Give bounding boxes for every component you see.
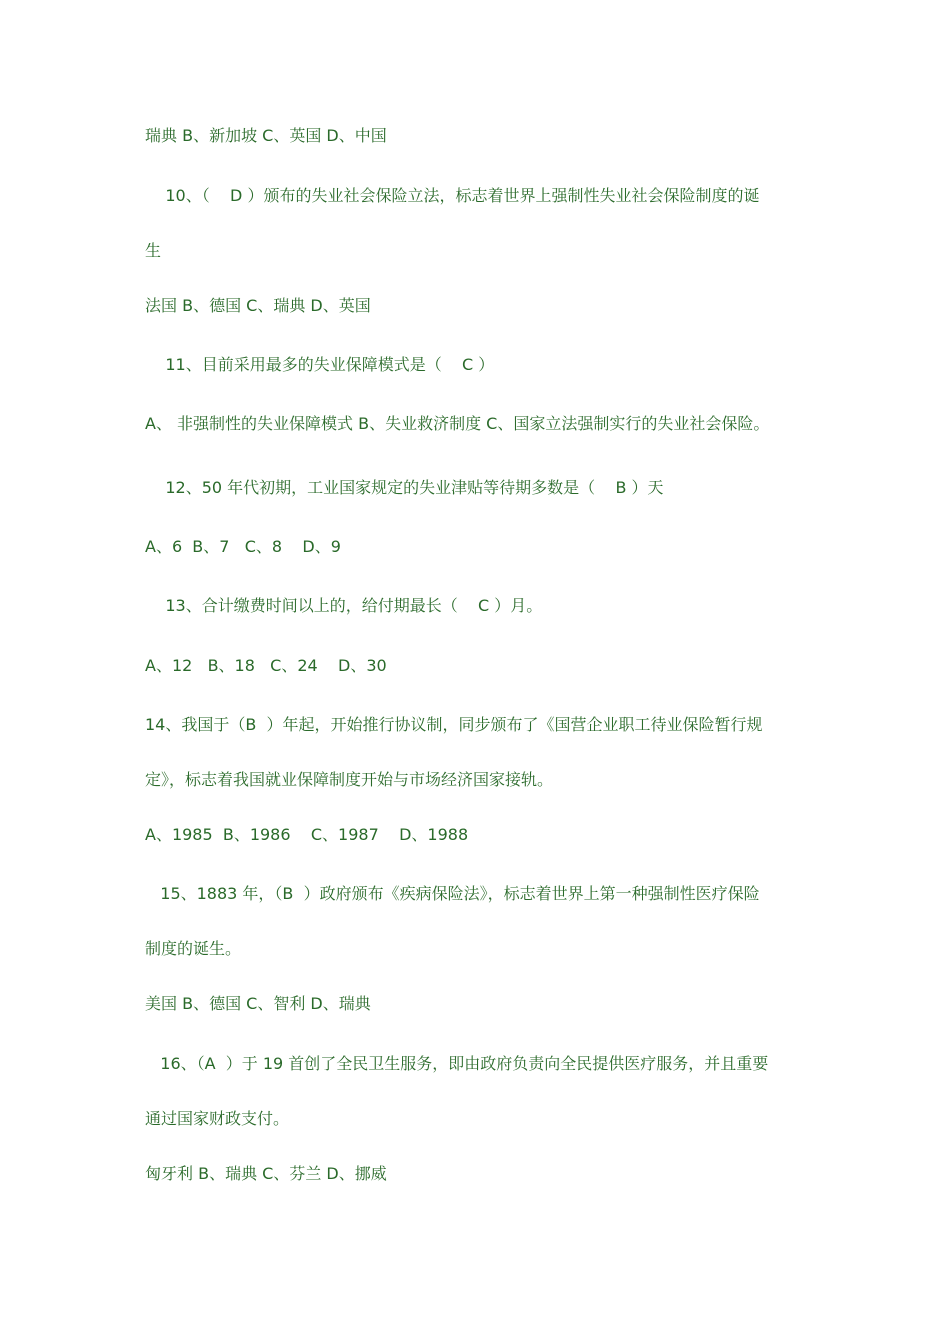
text-line: 通过国家财政支付。: [145, 1109, 290, 1128]
question-14: 14、我国于（B ）年起，开始推行协议制，同步颁布了《国营企业职工待业保险暂行规: [145, 715, 763, 734]
question-12: 12、50 年代初期，工业国家规定的失业津贴等待期多数是（ B ）天: [145, 478, 664, 497]
options-13: A、12 B、18 C、24 D、30: [145, 656, 387, 675]
question-10: 10、（ D ）颁布的失业社会保险立法，标志着世界上强制性失业社会保险制度的诞: [145, 186, 760, 205]
options-15: 美国 B、德国 C、智利 D、瑞典: [145, 994, 371, 1013]
options-10: 法国 B、德国 C、瑞典 D、英国: [145, 296, 371, 315]
question-16: 16、（A ）于 19 首创了全民卫生服务，即由政府负责向全民提供医疗服务，并且重要: [145, 1054, 769, 1073]
text-line: 定》，标志着我国就业保障制度开始与市场经济国家接轨。: [145, 770, 554, 789]
question-13: 13、合计缴费时间以上的，给付期最长（ C ）月。: [145, 596, 543, 615]
text-line: 生: [145, 241, 162, 260]
text-line: 制度的诞生。: [145, 939, 242, 958]
options-16: 匈牙利 B、瑞典 C、芬兰 D、挪威: [145, 1164, 387, 1183]
text-line: 瑞典 B、新加坡 C、英国 D、中国: [145, 126, 387, 145]
question-15: 15、1883 年，（B ）政府颁布《疾病保险法》，标志着世界上第一种强制性医疗保险: [145, 884, 760, 903]
options-12: A、6 B、7 C、8 D、9: [145, 537, 341, 556]
question-11: 11、目前采用最多的失业保障模式是（ C ）: [145, 355, 495, 374]
options-14: A、1985 B、1986 C、1987 D、1988: [145, 825, 469, 844]
options-11: A、 非强制性的失业保障模式 B、失业救济制度 C、国家立法强制实行的失业社会保险。: [145, 414, 770, 433]
